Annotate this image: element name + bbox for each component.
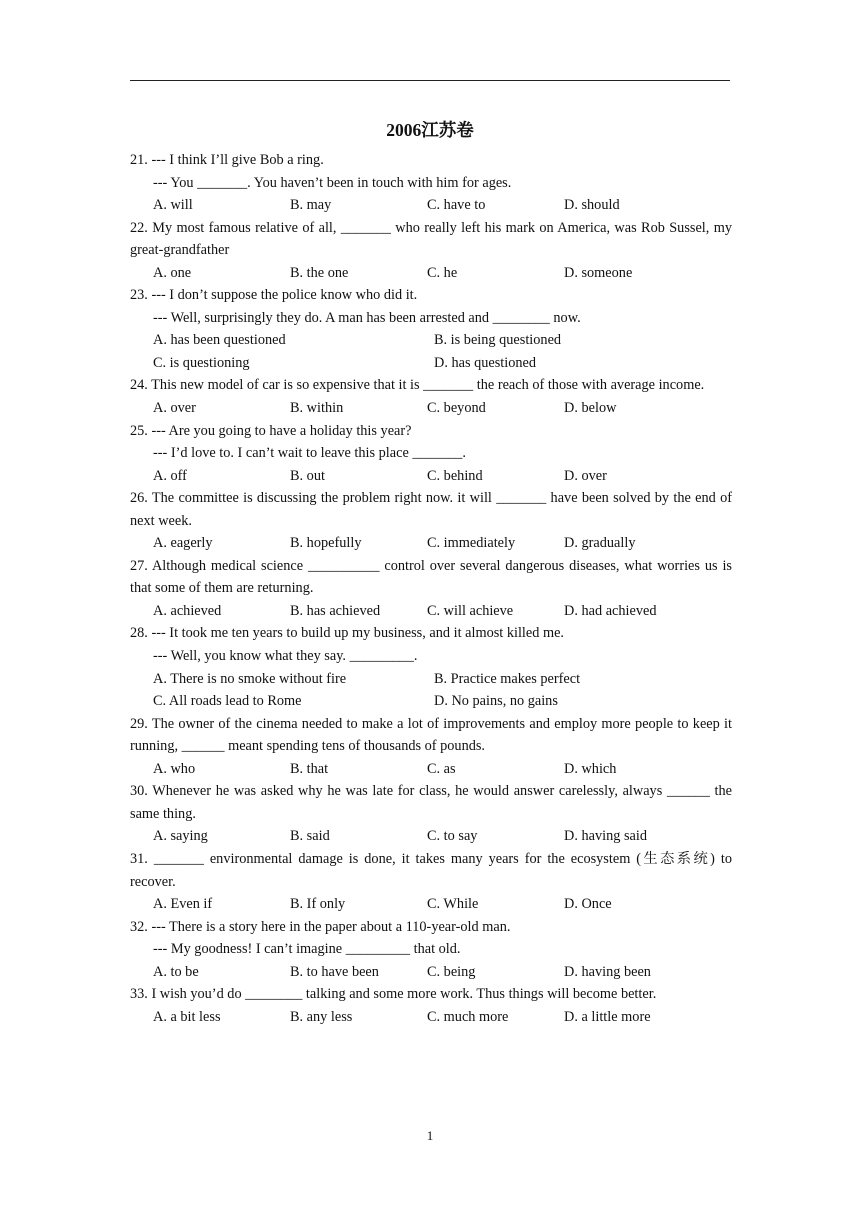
- option-c: C. immediately: [427, 535, 516, 552]
- answer-options: [130, 352, 732, 375]
- header-rule: [130, 80, 730, 81]
- answer-options: [130, 600, 732, 623]
- option-d: D. having been: [564, 963, 651, 980]
- option-c: C. he: [427, 264, 458, 281]
- answer-options: [130, 532, 732, 555]
- question-stem: 33. I wish you’d do ________ talking and some more work. Thus things will become better.: [130, 986, 657, 1003]
- question-stem: 25. --- Are you going to have a holiday this year?: [130, 422, 412, 439]
- option-a: A. has been questioned: [153, 332, 286, 349]
- option-b: B. is being questioned: [434, 332, 562, 349]
- dialogue-line: --- I’d love to. I can’t wait to leave this place _______.: [153, 445, 466, 462]
- answer-options: [130, 758, 732, 781]
- option-d: D. has questioned: [434, 354, 537, 371]
- question-23: [130, 284, 732, 374]
- option-b: B. said: [290, 828, 330, 845]
- question-stem: 29. The owner of the cinema needed to make a lot of improvements and employ more people to keep it running, ______ meant spending tens of thousands of pounds.: [130, 715, 732, 755]
- option-b: B. Practice makes perfect: [434, 670, 581, 687]
- question-31: [130, 848, 732, 916]
- option-a: A. a bit less: [153, 1008, 221, 1025]
- question-26: [130, 487, 732, 555]
- option-c: C. have to: [427, 197, 486, 214]
- option-c: C. much more: [427, 1008, 509, 1025]
- option-b: B. that: [290, 760, 329, 777]
- option-d: D. below: [564, 400, 617, 417]
- option-a: A. who: [153, 760, 196, 777]
- option-b: B. to have been: [290, 963, 379, 980]
- option-c: C. All roads lead to Rome: [153, 693, 302, 710]
- option-c: C. is questioning: [153, 354, 250, 371]
- answer-options: [130, 397, 732, 420]
- option-b: B. out: [290, 467, 325, 484]
- option-a: A. eagerly: [153, 535, 213, 552]
- question-stem: 31. _______ environmental damage is done, it takes many years for the ecosystem (生态系统) to recover.: [130, 850, 732, 890]
- question-28: [130, 622, 732, 712]
- option-a: A. over: [153, 400, 196, 417]
- question-27: [130, 555, 732, 623]
- dialogue-line: --- Well, surprisingly they do. A man has been arrested and ________ now.: [153, 309, 581, 326]
- question-stem: 32. --- There is a story here in the paper about a 110-year-old man.: [130, 918, 511, 935]
- page-title: 2006江苏卷: [386, 120, 474, 140]
- answer-options: [130, 690, 732, 713]
- option-d: D. should: [564, 197, 620, 214]
- question-stem: 23. --- I don’t suppose the police know who did it.: [130, 287, 418, 304]
- answer-options: [130, 825, 732, 848]
- question-stem: 30. Whenever he was asked why he was late for class, he would answer carelessly, always ______ the same thing.: [130, 783, 732, 822]
- option-a: A. There is no smoke without fire: [153, 670, 347, 687]
- question-stem: 27. Although medical science __________ control over several dangerous diseases, what worries us is that some of them are returning.: [130, 557, 732, 597]
- question-24: [130, 374, 732, 419]
- option-b: B. the one: [290, 264, 349, 281]
- option-d: D. Once: [564, 896, 612, 913]
- answer-options: [130, 262, 732, 285]
- option-a: A. Even if: [153, 896, 213, 913]
- answer-options: [130, 893, 732, 916]
- option-c: C. behind: [427, 467, 483, 484]
- option-b: B. If only: [290, 896, 346, 913]
- answer-options: [130, 465, 732, 488]
- option-d: D. which: [564, 760, 617, 777]
- dialogue-line: --- My goodness! I can’t imagine _________ that old.: [153, 941, 461, 958]
- question-stem: 24. This new model of car is so expensive that it is _______ the reach of those with average income.: [130, 377, 705, 394]
- option-d: D. a little more: [564, 1008, 651, 1025]
- option-b: B. any less: [290, 1008, 353, 1025]
- option-b: B. hopefully: [290, 535, 362, 552]
- option-a: A. achieved: [153, 602, 222, 619]
- question-25: [130, 420, 732, 488]
- answer-options: [130, 329, 732, 352]
- option-d: D. had achieved: [564, 602, 657, 619]
- dialogue-line: --- You _______. You haven’t been in touch with him for ages.: [153, 174, 512, 191]
- option-c: C. being: [427, 963, 476, 980]
- option-b: B. within: [290, 400, 344, 417]
- option-b: B. has achieved: [290, 602, 381, 619]
- dialogue-line: --- Well, you know what they say. _________.: [153, 648, 418, 665]
- option-c: C. will achieve: [427, 602, 514, 619]
- question-stem: 28. --- It took me ten years to build up my business, and it almost killed me.: [130, 625, 565, 642]
- question-list: [130, 149, 732, 1028]
- question-stem: 22. My most famous relative of all, _______ who really left his mark on America, was Rob Sussel, my great-grandfather: [130, 219, 732, 259]
- option-a: A. saying: [153, 828, 208, 845]
- page-number: 1: [426, 1128, 434, 1143]
- question-21: [130, 149, 732, 217]
- option-a: A. one: [153, 264, 192, 281]
- option-a: A. will: [153, 197, 193, 214]
- option-a: A. to be: [153, 963, 199, 980]
- option-d: D. No pains, no gains: [434, 693, 558, 710]
- question-22: [130, 217, 732, 285]
- option-c: C. to say: [427, 828, 478, 845]
- answer-options: [130, 668, 732, 691]
- answer-options: [130, 1006, 732, 1029]
- option-c: C. as: [427, 760, 456, 777]
- question-33: [130, 983, 732, 1028]
- option-b: B. may: [290, 197, 332, 214]
- option-d: D. someone: [564, 264, 633, 281]
- question-29: [130, 713, 732, 781]
- option-c: C. While: [427, 896, 479, 913]
- option-d: D. over: [564, 467, 607, 484]
- answer-options: [130, 961, 732, 984]
- option-a: A. off: [153, 467, 187, 484]
- answer-options: [130, 194, 732, 217]
- question-stem: 26. The committee is discussing the problem right now. it will _______ have been solved by the end of next week.: [130, 490, 732, 529]
- option-c: C. beyond: [427, 400, 486, 417]
- question-stem: 21. --- I think I’ll give Bob a ring.: [130, 152, 324, 168]
- option-d: D. gradually: [564, 535, 636, 552]
- question-32: [130, 916, 732, 984]
- option-d: D. having said: [564, 828, 647, 845]
- question-30: [130, 780, 732, 848]
